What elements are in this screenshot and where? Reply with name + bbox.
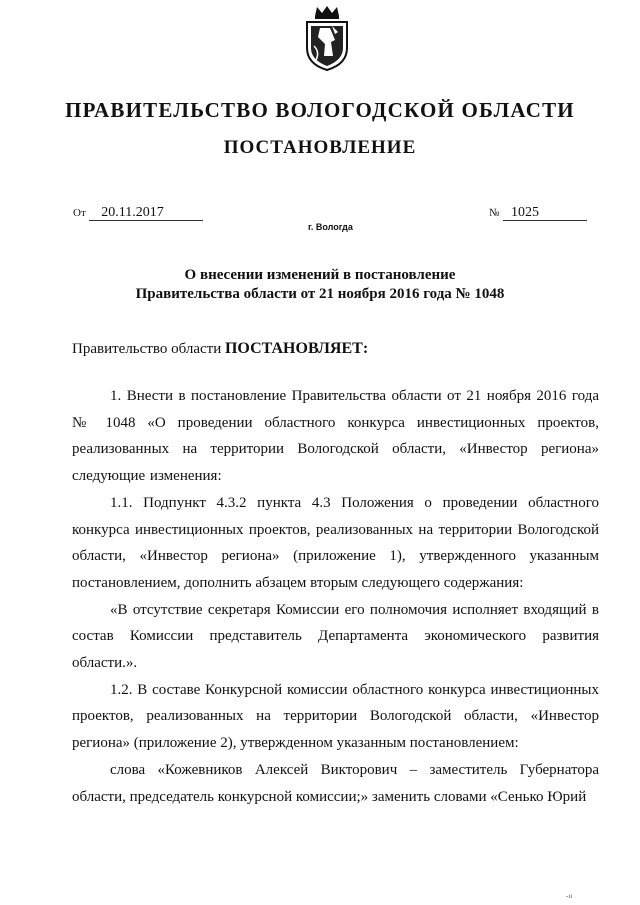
date-value: 20.11.2017 <box>89 206 203 221</box>
paragraph-replacement: слова «Кожевников Алексей Викторович – заместитель Губернатора области, председатель конкурсной комиссии;» заменить словами «Сенько Юрий <box>72 761 599 805</box>
paragraph-quote: «В отсутствие секретаря Комиссии его полномочия исполняет входящий в состав Комиссии представитель Департамента экономического развития области.». <box>72 601 599 672</box>
document-subject <box>0 266 640 304</box>
subject-line-1: О внесении изменений в постановление <box>184 267 456 283</box>
paragraph-item-1: 1. Внести в постановление Правительства области от 21 ноября 2016 года № 1048 «О проведении областного конкурса инвестиционных проектов, реализованных на территории Вологодской области, «Инвестор региона» следующие изменения: <box>72 388 599 485</box>
subject-line-2: Правительства области от 21 ноября 2016 года № 1048 <box>135 286 505 302</box>
number-value: 1025 <box>503 206 587 221</box>
coat-of-arms-icon <box>302 4 352 72</box>
paragraph-item-1-1: 1.1. Подпункт 4.3.2 пункта 4.3 Положения о проведении областного конкурса инвестиционных проектов, реализованных на территории Вологодской области, «Инвестор региона» (приложение 1), утвержденного указанным постановлением, дополнить абзацем вторым следующего содержания: <box>72 494 599 591</box>
decree-prefix: Правительство области <box>72 341 222 357</box>
paragraph-item-1-2: 1.2. В составе Конкурсной комиссии областного конкурса инвестиционных проектов, реализованных на территории Вологодской области, «Инвестор региона» (приложение 2), утвержденном указанным постановлением: <box>72 681 599 752</box>
government-title: ПРАВИТЕЛЬСТВО ВОЛОГОДСКОЙ ОБЛАСТИ <box>65 98 575 122</box>
number-field <box>489 205 587 221</box>
document-body <box>72 383 599 810</box>
page-mark: -ıı <box>566 892 573 900</box>
number-label: № <box>489 207 500 219</box>
decree-keyword: ПОСТАНОВЛЯЕТ: <box>224 340 369 357</box>
document-type: ПОСТАНОВЛЕНИЕ <box>223 137 417 158</box>
date-label: От <box>73 207 86 219</box>
decree-statement <box>72 340 368 358</box>
city: г. Вологда <box>308 222 353 232</box>
date-field <box>73 205 203 221</box>
